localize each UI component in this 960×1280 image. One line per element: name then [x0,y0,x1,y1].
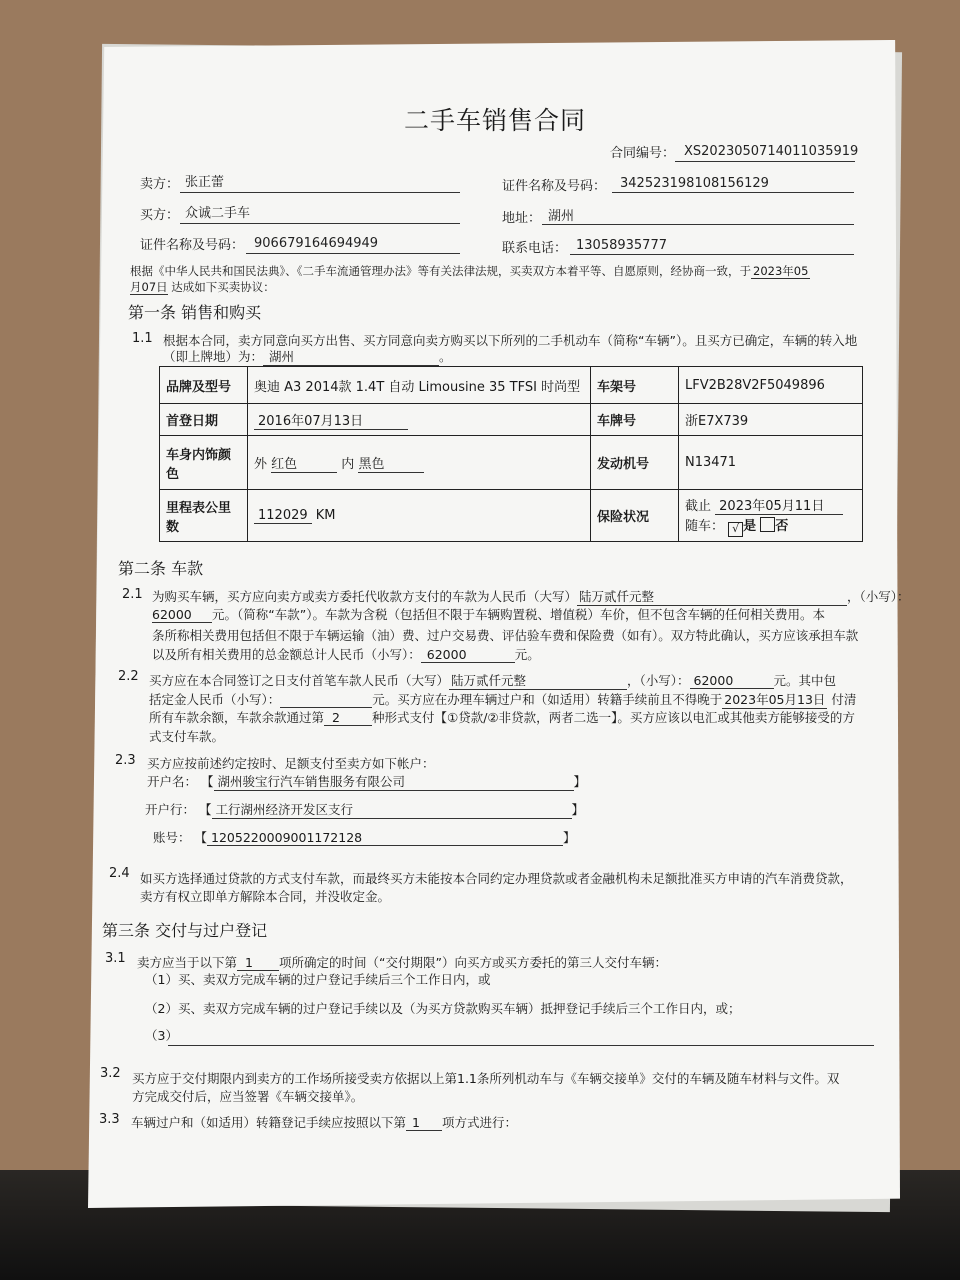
account-number: 1205220009001172128 [207,830,563,846]
clause-2-2-number: 2.2 [118,669,139,684]
contract-no-label: 合同编号： [610,146,676,161]
vin-value: LFV2B28V2F5049896 [679,367,863,404]
color-cell: 外 红色 内 黑色 [248,436,591,490]
int-color: 黑色 [358,453,424,473]
clause-2-1-number: 2.1 [122,587,143,602]
clause-1-1-number: 1.1 [132,331,153,346]
buyer-id-label: 证件名称及号码： [140,238,245,253]
plate-label: 车牌号 [591,404,679,436]
clause-1-1-line2: （即上牌地）为： 湖州 。 [163,349,452,364]
mileage-value: 112029 [254,508,312,524]
bank-name: 工行湖州经济开发区支行 [212,800,572,819]
preamble-line2: 月07日 达成如下买卖协议： [130,280,275,294]
clause-3-1-option3: （3） [145,1028,178,1043]
vehicle-info-table [159,366,863,542]
first-reg-value: 2016年07月13日 [254,410,408,430]
insurance-cell: 截止 2023年05月11日 随车： √ 是 否 [679,490,863,542]
clause-2-3-number: 2.3 [115,753,136,768]
checkbox-yes[interactable]: √ [728,522,743,537]
phone-value: 13058935777 [576,238,667,253]
brand-label: 品牌及型号 [160,367,248,404]
clause-1-1-line1: 根据本合同，卖方同意向买方出售、买方同意向卖方购买以下所列的二手机动车（简称“车辆”）。且买方已确定，车辆的转入地 [163,333,858,348]
account-name: 湖州骏宝行汽车销售服务有限公司 [214,772,574,791]
insurance-label: 保险状况 [591,490,679,542]
engine-label: 发动机号 [591,436,679,490]
insurance-until: 2023年05月11日 [715,495,843,515]
clause-2-1-line4: 以及所有相关费用的总金额总计人民币（小写）： 62000 元。 [152,647,540,662]
clause-2-4-line2: 卖方有权立即单方解除本合同，并没收定金。 [140,889,391,904]
clause-3-2-line2: 方完成交付后，应当签署《车辆交接单》。 [132,1089,364,1104]
phone-label: 联系电话： [502,241,568,256]
buyer-name: 众诚二手车 [185,206,251,221]
buyer-label: 买方： [140,208,180,223]
first-reg-cell [248,404,591,436]
seller-name: 张正蕾 [185,175,225,190]
clause-3-1-option1: （1）买、卖双方完成车辆的过户登记手续后三个工作日内，或 [145,972,491,987]
address-value: 湖州 [548,209,575,224]
clause-3-1-line1: 卖方应当于以下第 1 项所确定的时间（“交付期限”）向买方或买方委托的第三人交付车辆： [137,955,667,970]
clause-3-1-option2: （2）买、卖双方完成车辆的过户登记手续以及（为买方贷款购买车辆）抵押登记手续后三个工作日内，或； [145,1001,741,1016]
color-label: 车身内饰颜 色 [160,436,248,490]
clause-3-2-line1: 买方应于交付期限内到卖方的工作场所接受卖方依据以上第1.1条所列机动车与《车辆交接单》交付的车辆及随车材料与文件。双 [132,1071,840,1086]
first-reg-label: 首登日期 [160,404,248,436]
section-3-title: 第三条 交付与过户登记 [102,921,268,940]
clause-2-2-line3: 所有车款余额，车款余款通过第 2 种形式支付【①贷款/②非贷款，两者二选一】。买方应该以电汇或其他卖方能够接受的方 [149,710,855,725]
seller-label: 卖方： [140,177,180,192]
vin-label: 车架号 [591,367,679,404]
clause-2-4-number: 2.4 [109,866,130,881]
clause-2-1-line2: 62000 元。（简称“车款”）。车款为含税（包括但不限于车辆购置税、增值税）车价，但不包含车辆的任何相关费用。本 [152,607,825,622]
section-2-title: 第二条 车款 [118,559,204,578]
clause-3-2-number: 3.2 [100,1066,121,1081]
clause-2-4-line1: 如买方选择通过贷款的方式支付车款，而最终买方未能按本合同约定办理贷款或者金融机构未足额批准买方申请的汽车消费贷款， [140,871,853,886]
buyer-id: 906679164694949 [254,236,379,251]
plate-value: 浙E7X739 [679,404,863,436]
address-label: 地址： [502,211,542,226]
ext-color: 红色 [271,453,337,473]
checkbox-no[interactable] [760,517,775,532]
clause-2-1-line1: 为购买车辆，买方应向卖方或卖方委托代收款方支付的车款为人民币（大写） 陆万贰仟元整 ，（小写）： [152,589,910,604]
preamble-line1: 根据《中华人民共和国民法典》、《二手车流通管理办法》等有关法律法规，买卖双方本着平等、自愿原则，经协商一致，于 2023年05 [130,264,809,278]
clause-2-2-line1: 买方应在本合同签订之日支付首笔车款人民币（大写） 陆万贰仟元整 ，（小写）： 62000 元。其中包 [149,673,837,688]
mileage-label: 里程表公里 数 [160,490,248,542]
bank-row: 开户行： 【 工行湖州经济开发区支行 】 [145,802,585,817]
mileage-cell: 112029 KM [248,490,591,542]
clause-2-2-line2: 括定金人民币（小写）： 元。买方应在办理车辆过户和（如适用）转籍手续前且不得晚于 2023年05月13日 付清 [149,692,857,707]
brand-value: 奥迪 A3 2014款 1.4T 自动 Limousine 35 TFSI 时尚型 [248,367,591,404]
section-1-title: 第一条 销售和购买 [128,303,262,322]
engine-value: N13471 [679,436,863,490]
seller-id-label: 证件名称及号码： [502,179,607,194]
clause-3-3-number: 3.3 [99,1112,120,1127]
clause-2-1-line3: 条所称相关费用包括但不限于车辆运输（油）费、过户交易费、评估验车费和保险费（如有）。双方特此确认，买方应该承担车款 [152,628,859,643]
clause-3-1-number: 3.1 [105,951,126,966]
page-title: 二手车销售合同 [404,106,587,135]
seller-id: 342523198108156129 [620,176,769,191]
clause-2-2-line4: 式支付车款。 [149,729,225,744]
contract-no: XS2023050714011035919 [684,144,859,159]
clause-3-3-line1: 车辆过户和（如适用）转籍登记手续应按照以下第 1 项方式进行： [131,1115,518,1130]
account-name-row: 开户名： 【 湖州骏宝行汽车销售服务有限公司 】 [147,774,587,789]
account-no-row: 账号： 【 1205220009001172128 】 [153,830,576,845]
clause-2-3-text: 买方应按前述约定按时、足额支付至卖方如下帐户： [147,756,435,771]
